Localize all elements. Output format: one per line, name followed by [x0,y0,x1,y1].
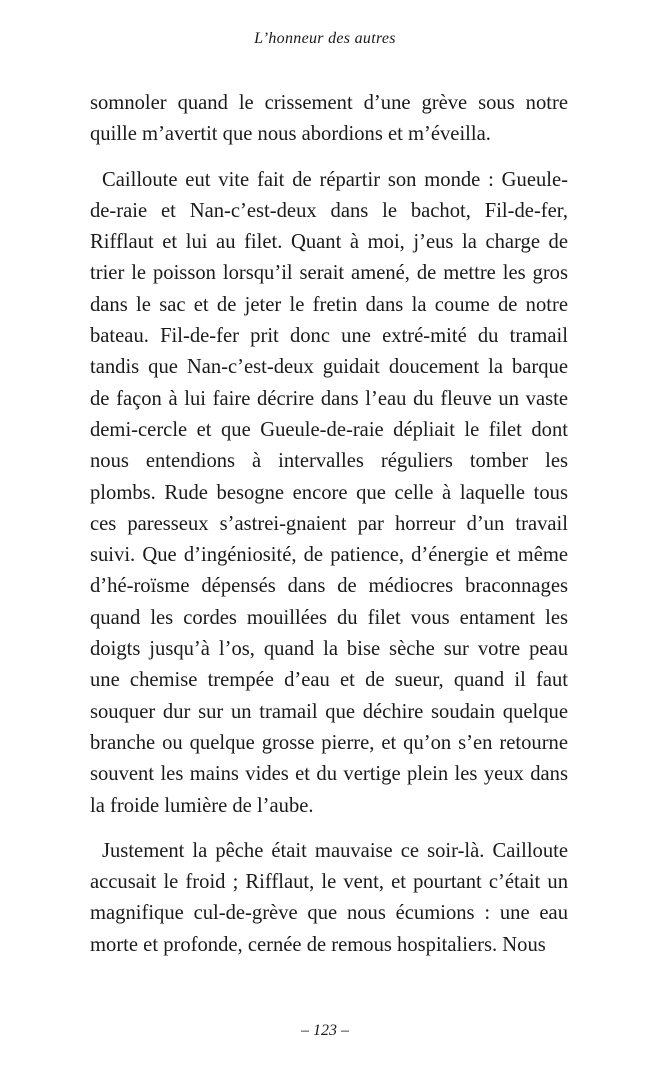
paragraph-continued: somnoler quand le crissement d’une grève sous notre quille m’avertit que nous abordions et m’éveilla. [90,92,568,146]
page-number: – 123 – [301,1022,349,1039]
paragraph: Justement la pêche était mauvaise ce soir-là. Cailloute accusait le froid ; Rifflaut, le vent, et pourtant c’était un magnifique cul-de-grève que nous écumions : une eau morte et profonde, cernée de remous hospitaliers. Nous [90,839,568,956]
running-head: L’honneur des autres [254,30,396,47]
body-text [90,88,568,975]
paragraph: Cailloute eut vite fait de répartir son monde : Gueule-de-raie et Nan-c’est-deux dans le bachot, Fil-de-fer, Rifflaut et lui au filet. Quant à moi, j’eus la charge de trier le poisson lorsqu’il serait amené, de mettre les gros dans le sac et de jeter le fretin dans la coume de notre bateau. Fil-de-fer prit donc une extré-mité du tramail tandis que Nan-c’est-deux guidait doucement la barque de façon à lui faire décrire dans l’eau du fleuve un vaste demi-cercle et que Gueule-de-raie dépliait le filet dont nous entendions à intervalles réguliers tomber les plombs. Rude besogne encore que celle à laquelle tous ces paresseux s’astrei-gnaient par horreur d’un travail suivi. Que d’ingéniosité, de patience, d’énergie et même d’hé-roïsme dépensés dans de médiocres braconnages quand les cordes mouillées du filet vous entament les doigts jusqu’à l’os, quand la bise sèche sur votre peau une chemise trempée d’eau et de sueur, quand il faut souquer dur sur un tramail que déchire soudain quelque branche ou quelque grosse pierre, et qu’on s’en retourne souvent les mains vides et du vertige plein les yeux dans la froide lumière de l’aube. [90,168,568,817]
